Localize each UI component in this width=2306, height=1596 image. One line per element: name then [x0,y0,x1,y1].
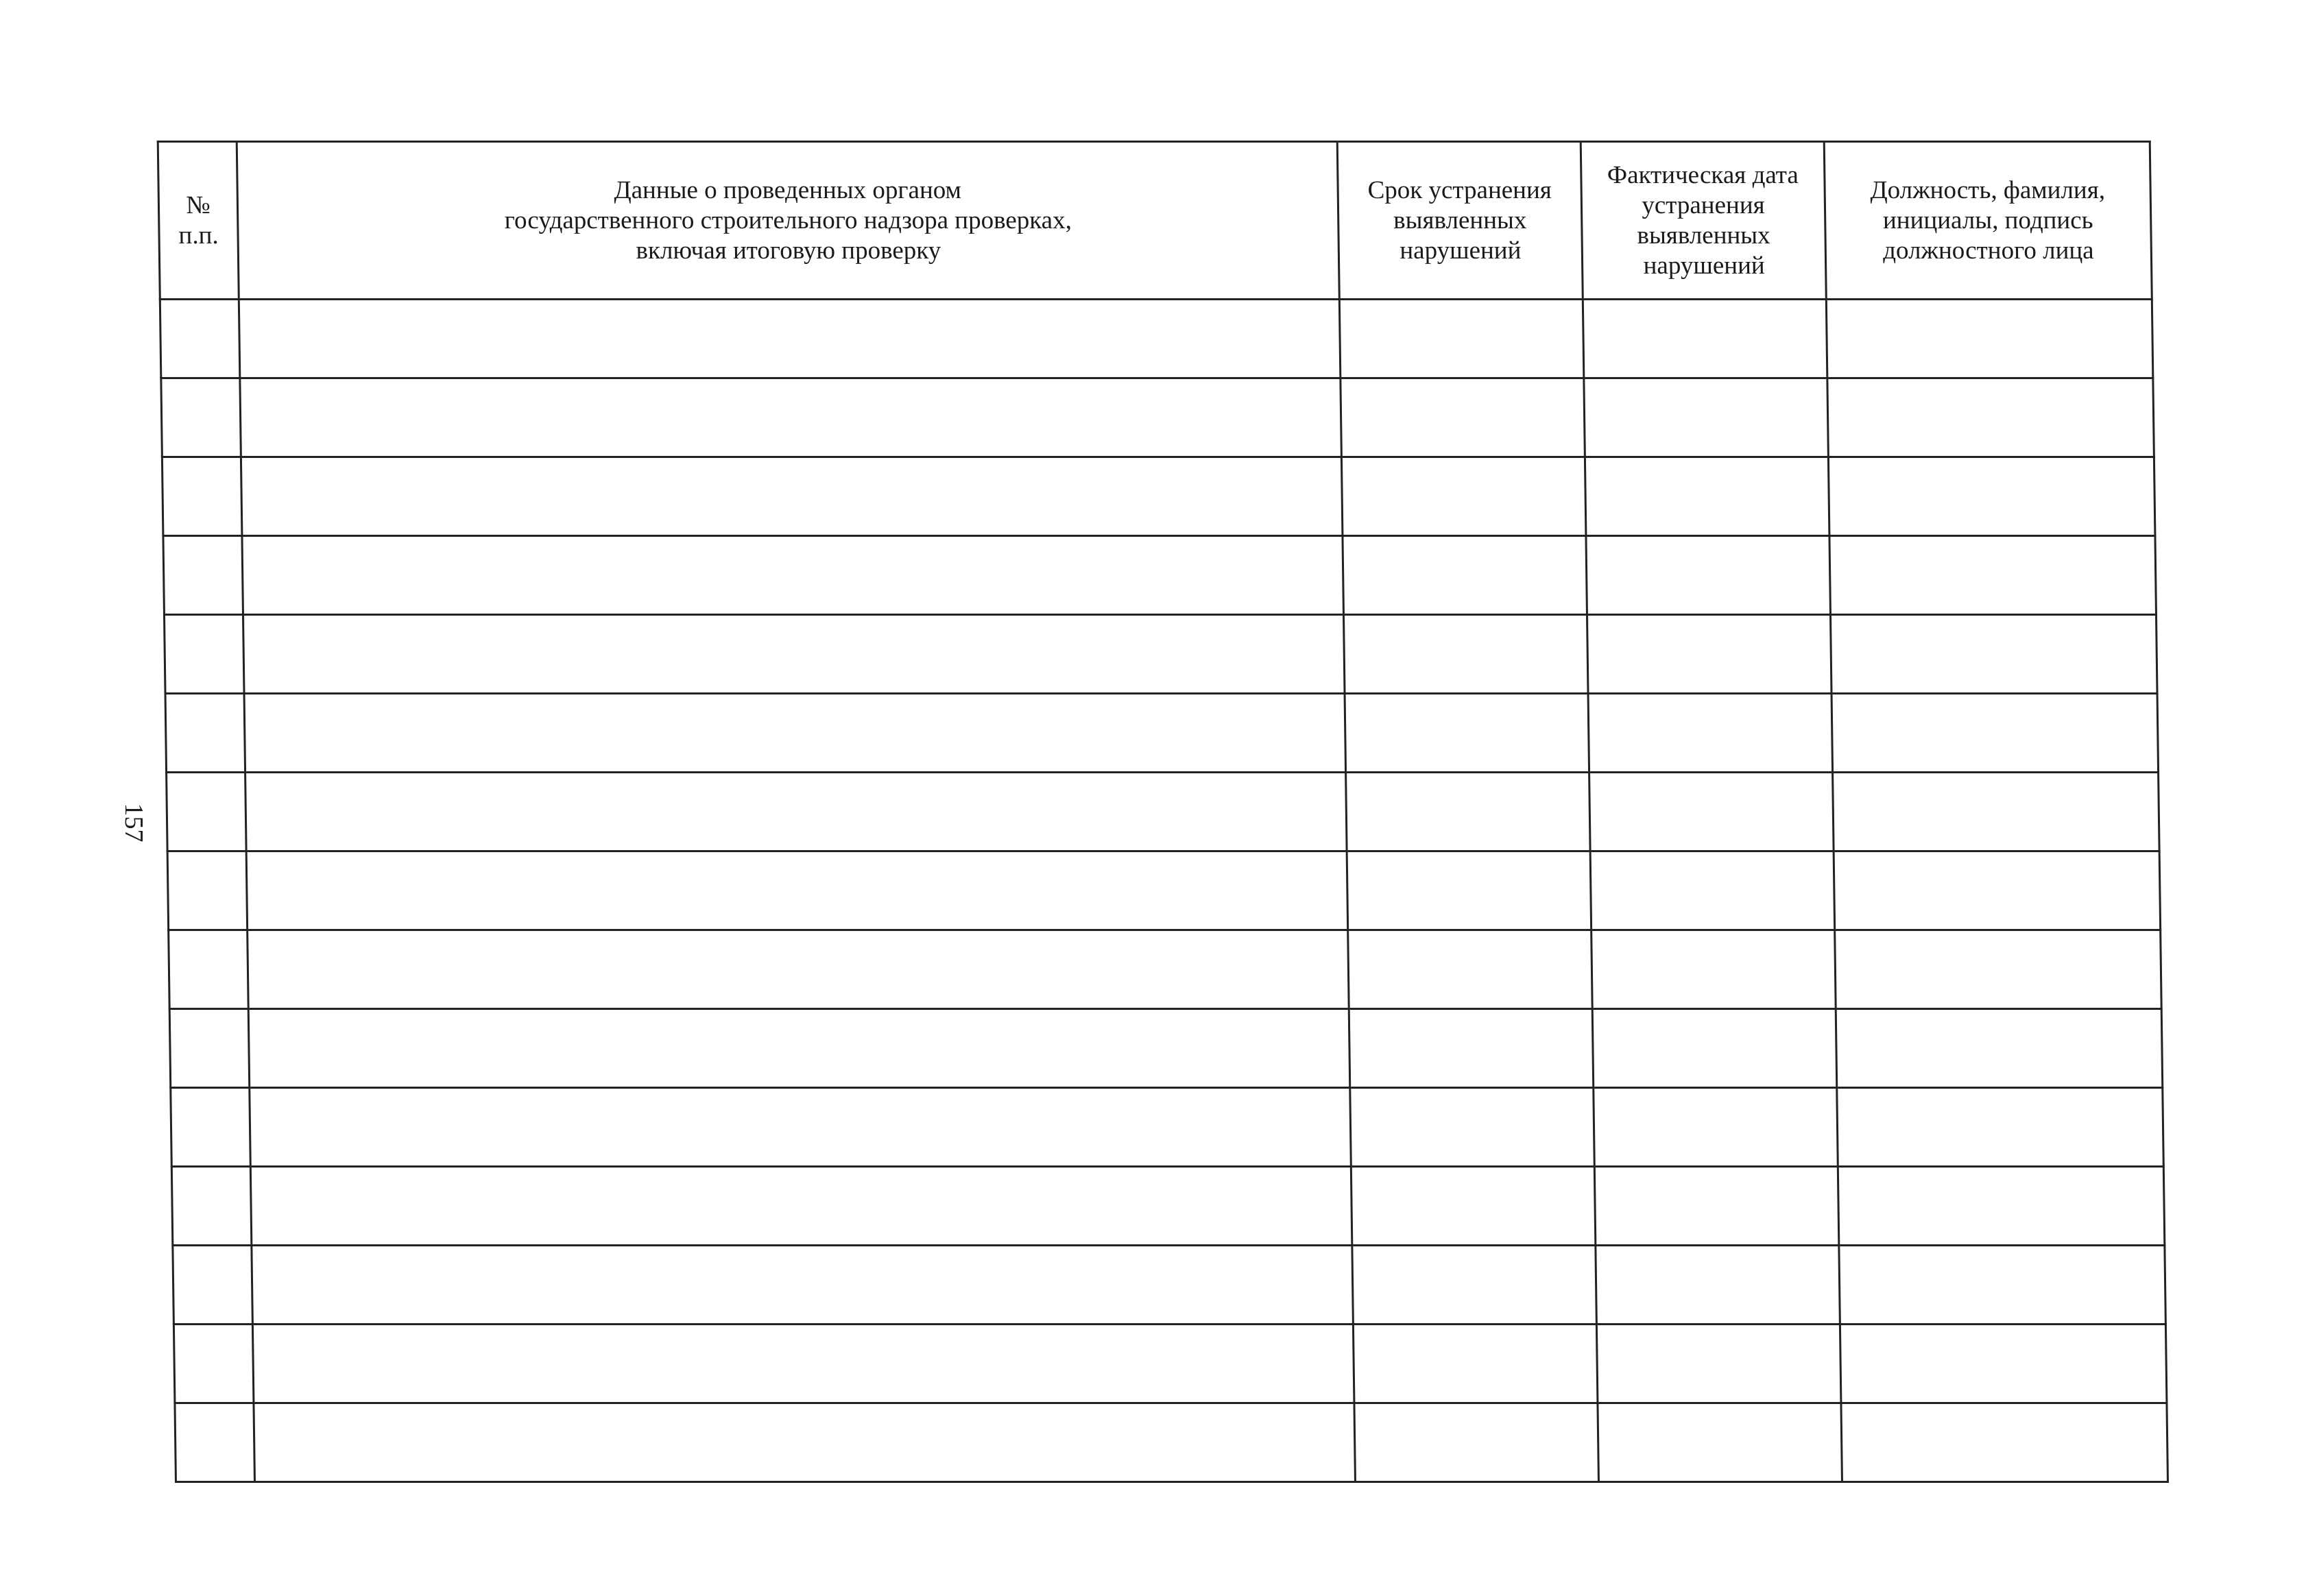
cell-deadline [1349,1009,1594,1088]
cell-number [162,457,242,536]
table-row [173,1325,2167,1403]
cell-actual-date [1587,615,1831,694]
inspection-journal-table [157,141,2169,1483]
cell-deadline [1347,851,1592,930]
cell-actual-date [1596,1325,1841,1403]
table-row [165,694,2159,773]
cell-deadline [1341,457,1586,536]
cell-actual-date [1596,1246,1840,1325]
header-actual-date-line-2: устранения [1642,191,1765,219]
cell-number [161,378,241,457]
header-actual-date-line-3: выявленных [1637,221,1770,250]
cell-number [165,694,245,773]
cell-official [1839,1246,2166,1325]
cell-official [1838,1167,2165,1246]
table-row [167,851,2161,930]
cell-number [169,930,249,1009]
table-row [173,1246,2166,1325]
cell-official [1829,536,2157,615]
header-actual-date-line-4: нарушений [1643,251,1765,280]
cell-inspection-data [248,1009,1350,1088]
header-deadline-line-1: Срок устранения [1367,176,1552,204]
header-inspection-data-line-2: государственного строительного надзора проверках, [504,206,1072,234]
cell-number [160,300,240,378]
header-inspection-data-line-3: включая итоговую проверку [636,236,941,265]
header-inspection-data-line-1: Данные о проведенных органом [614,176,962,204]
cell-official [1827,378,2154,457]
cell-number [164,615,244,694]
cell-deadline [1346,773,1591,851]
cell-actual-date [1590,851,1835,930]
cell-actual-date [1592,1009,1837,1088]
cell-inspection-data [245,773,1347,851]
cell-number [175,1403,255,1482]
cell-official [1841,1403,2168,1482]
cell-deadline [1343,615,1588,694]
cell-inspection-data [239,300,1341,378]
cell-inspection-data [244,694,1346,773]
cell-official [1840,1325,2167,1403]
cell-actual-date [1594,1088,1838,1167]
cell-actual-date [1585,457,1829,536]
table-header-row [158,142,2152,300]
cell-actual-date [1588,694,1833,773]
table-row [175,1403,2168,1482]
cell-actual-date [1589,773,1834,851]
cell-deadline [1341,378,1585,457]
cell-number [167,851,248,930]
table-row [163,536,2157,615]
cell-inspection-data [243,615,1345,694]
header-deadline-line-3: нарушений [1400,236,1522,265]
cell-number [173,1325,254,1403]
cell-deadline [1339,300,1584,378]
table-row [171,1088,2164,1167]
cell-inspection-data [254,1403,1356,1482]
cell-official [1834,851,2161,930]
cell-number [173,1246,253,1325]
cell-inspection-data [250,1167,1352,1246]
cell-actual-date [1583,300,1827,378]
table-row [160,300,2153,378]
cell-official [1830,615,2157,694]
cell-actual-date [1592,930,1836,1009]
cell-official [1833,773,2160,851]
cell-inspection-data [241,457,1343,536]
header-deadline-line-2: выявленных [1393,206,1527,234]
header-official-line-3: должностного лица [1882,236,2094,265]
table-row [169,930,2162,1009]
header-number-line-1: № [186,191,211,219]
cell-number [171,1167,252,1246]
cell-inspection-data [246,851,1348,930]
cell-deadline [1343,536,1587,615]
cell-actual-date [1584,378,1829,457]
table-row [162,457,2155,536]
table-row [171,1167,2165,1246]
cell-inspection-data [240,378,1342,457]
header-number-line-2: п.п. [178,221,219,250]
cell-deadline [1350,1088,1595,1167]
cell-number [169,1009,250,1088]
cell-inspection-data [252,1325,1354,1403]
cell-inspection-data [250,1088,1352,1167]
cell-official [1835,930,2162,1009]
header-official-line-2: инициалы, подпись [1882,206,2093,234]
cell-deadline [1352,1246,1597,1325]
cell-deadline [1354,1403,1599,1482]
header-official [1824,142,2152,300]
table-row [167,773,2160,851]
table-row [169,1009,2163,1088]
cell-deadline [1351,1167,1596,1246]
cell-official [1831,694,2159,773]
cell-official [1836,1009,2163,1088]
table-row [164,615,2157,694]
cell-deadline [1345,694,1589,773]
cell-actual-date [1598,1403,1842,1482]
header-official-line-1: Должность, фамилия, [1870,176,2106,204]
cell-inspection-data [242,536,1344,615]
cell-deadline [1353,1325,1598,1403]
cell-actual-date [1594,1167,1839,1246]
page-number: 157 [119,803,148,843]
table-body [160,300,2167,1482]
cell-deadline [1348,930,1593,1009]
cell-official [1828,457,2155,536]
header-inspection-data [237,142,1339,300]
header-actual-date-line-1: Фактическая дата [1607,160,1799,189]
header-number [158,142,239,300]
cell-official [1826,300,2153,378]
header-actual-date [1581,142,1826,300]
cell-official [1837,1088,2164,1167]
cell-number [167,773,247,851]
cell-actual-date [1586,536,1831,615]
cell-inspection-data [252,1246,1354,1325]
cell-number [171,1088,251,1167]
cell-number [163,536,243,615]
table-row [161,378,2154,457]
cell-inspection-data [248,930,1349,1009]
header-deadline [1337,142,1583,300]
